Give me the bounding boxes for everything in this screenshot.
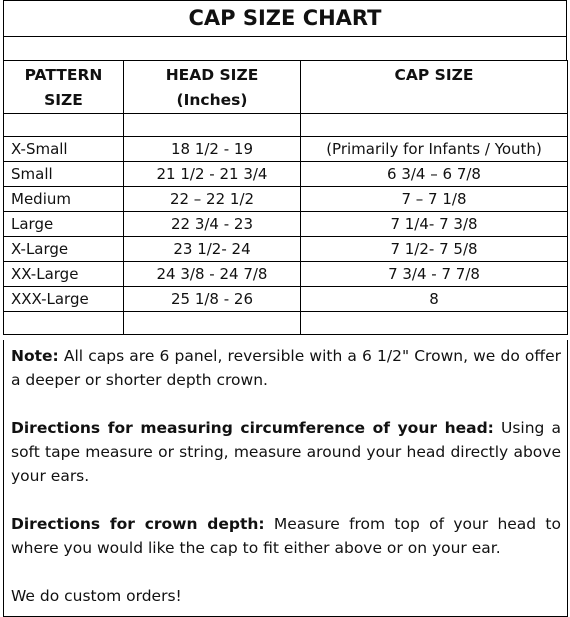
blank-row	[4, 114, 568, 137]
pattern-size-cell: Medium	[4, 187, 124, 212]
cap-size-cell: (Primarily for Infants / Youth)	[301, 137, 568, 162]
title-spacer	[3, 36, 567, 61]
crown-depth-label: Directions for crown depth:	[11, 515, 265, 533]
pattern-size-cell: XX-Large	[4, 262, 124, 287]
header-pattern-line2: SIZE	[44, 91, 83, 109]
table-row	[4, 137, 568, 162]
head-size-cell: 22 – 22 1/2	[124, 187, 301, 212]
header-head-line2: (Inches)	[176, 91, 248, 109]
circumference-label: Directions for measuring circumference of your head:	[11, 419, 494, 437]
pattern-size-cell: XXX-Large	[4, 287, 124, 312]
cap-size-cell: 7 1/2- 7 5/8	[301, 237, 568, 262]
pattern-size-cell: Large	[4, 212, 124, 237]
cap-size-cell: 8	[301, 287, 568, 312]
header-head-size	[124, 61, 301, 114]
custom-orders-text: We do custom orders!	[11, 587, 182, 605]
note-label: Note:	[11, 347, 59, 365]
head-size-cell: 25 1/8 - 26	[124, 287, 301, 312]
blank-row	[4, 312, 568, 335]
circumference-directions	[11, 416, 561, 488]
notes-section	[3, 340, 568, 617]
circumference-text: Using a soft tape measure or string, measure around your head directly above your ears.	[11, 419, 561, 485]
head-size-cell: 23 1/2- 24	[124, 237, 301, 262]
header-pattern-size	[4, 61, 124, 114]
table-row	[4, 187, 568, 212]
size-chart-sheet	[3, 0, 567, 613]
cap-size-cell: 7 – 7 1/8	[301, 187, 568, 212]
crown-depth-text: Measure from top of your head to where you would like the cap to fit either above or on your ear.	[11, 515, 561, 557]
table-row	[4, 212, 568, 237]
pattern-size-cell: Small	[4, 162, 124, 187]
table-row	[4, 162, 568, 187]
size-table	[3, 60, 568, 335]
header-cap-size	[301, 61, 568, 114]
pattern-size-cell: X-Small	[4, 137, 124, 162]
cap-size-cell: 7 1/4- 7 3/8	[301, 212, 568, 237]
cap-size-cell: 6 3/4 – 6 7/8	[301, 162, 568, 187]
head-size-cell: 24 3/8 - 24 7/8	[124, 262, 301, 287]
table-row	[4, 237, 568, 262]
header-head-line1: HEAD SIZE	[165, 66, 259, 84]
head-size-cell: 22 3/4 - 23	[124, 212, 301, 237]
table-header-row	[4, 61, 568, 114]
note-text: All caps are 6 panel, reversible with a 6 1/2" Crown, we do offer a deeper or shorter depth crown.	[11, 347, 561, 389]
head-size-cell: 21 1/2 - 21 3/4	[124, 162, 301, 187]
chart-title: CAP SIZE CHART	[3, 0, 567, 37]
header-pattern-line1: PATTERN	[24, 66, 103, 84]
pattern-size-cell: X-Large	[4, 237, 124, 262]
header-cap-line: CAP SIZE	[394, 66, 474, 84]
table-row	[4, 262, 568, 287]
crown-depth-directions	[11, 512, 561, 560]
note-paragraph	[11, 344, 561, 392]
head-size-cell: 18 1/2 - 19	[124, 137, 301, 162]
cap-size-cell: 7 3/4 - 7 7/8	[301, 262, 568, 287]
table-row	[4, 287, 568, 312]
